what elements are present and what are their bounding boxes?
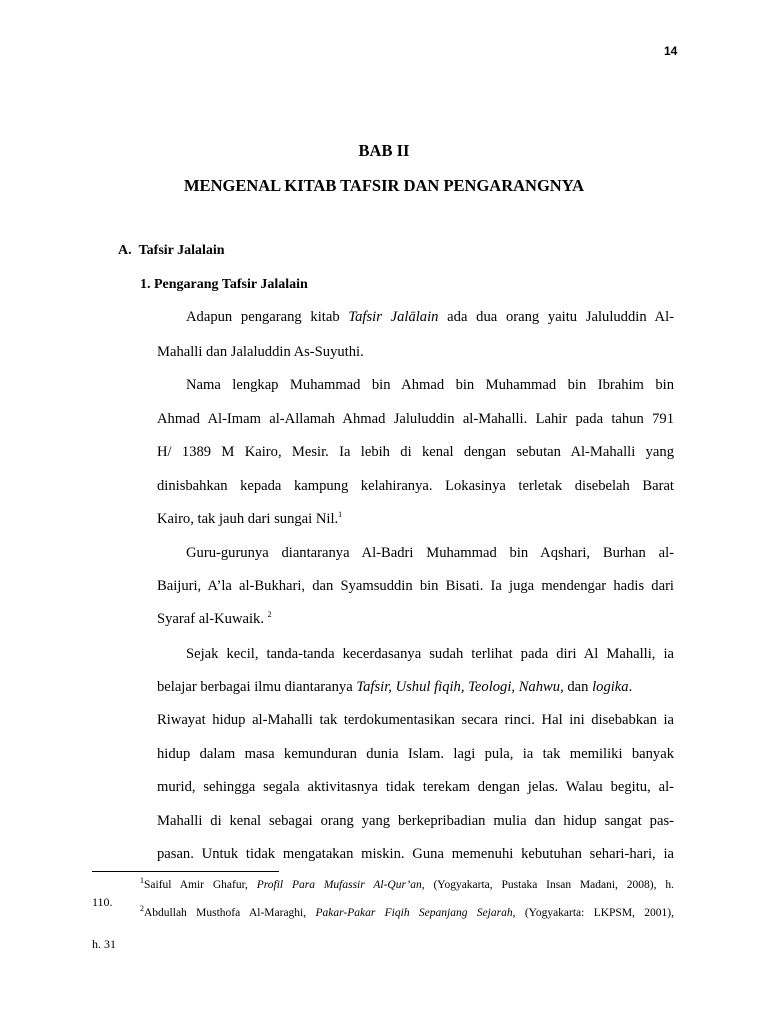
- section-heading: A. Tafsir Jalalain: [118, 243, 225, 258]
- paragraph-line: Sejak kecil, tanda-tanda kecerdasanya sudah terlihat pada diri Al Mahalli, ia: [186, 646, 674, 662]
- footnote-1: $^1$Saiful Amir Ghafur, Profil Para Mufassir Al-Qur’an, (Yogyakarta, Pustaka Insan Madani, 2008), h.: [140, 876, 674, 891]
- chapter-label: BAB II: [358, 141, 410, 160]
- paragraph-line: pasan. Untuk tidak mengatakan miskin. Guna memenuhi kebutuhan sehari-hari, ia: [157, 846, 674, 862]
- subsection-heading: 1. Pengarang Tafsir Jalalain: [140, 277, 308, 292]
- paragraph-line: Nama lengkap Muhammad bin Ahmad bin Muhammad bin Ibrahim bin: [186, 377, 674, 393]
- footnote-ref: 2: [267, 610, 272, 620]
- footnote-separator: [92, 871, 279, 872]
- paragraph-line: Mahalli di kenal sebagai orang yang berkepribadian mulia dan hidup sangat pas-: [157, 813, 674, 829]
- paragraph-line: Adapun pengarang kitab Tafsir Jalālain ada dua orang yaitu Jaluluddin Al-: [186, 309, 674, 325]
- paragraph-line: belajar berbagai ilmu diantaranya Tafsir, Ushul fiqih, Teologi, Nahwu, dan logika.: [157, 679, 633, 695]
- paragraph-line: hidup dalam masa kemunduran dunia Islam. lagi pula, ia tak memiliki banyak: [157, 746, 674, 762]
- paragraph-line: Kairo, tak jauh dari sungai Nil.$^1$: [157, 510, 343, 527]
- paragraph-line: H/ 1389 M Kairo, Mesir. Ia lebih di kenal dengan sebutan Al-Mahalli yang: [157, 444, 674, 460]
- footnote-ref: 1: [338, 510, 343, 520]
- paragraph-line: Riwayat hidup al-Mahalli tak terdokumentasikan secara rinci. Hal ini disebabkan ia: [157, 712, 674, 728]
- paragraph-line: Syaraf al-Kuwaik. $^2$: [157, 610, 272, 627]
- footnote-1-continuation: 110.: [92, 895, 113, 909]
- paragraph-line: Guru-gurunya diantaranya Al-Badri Muhammad bin Aqshari, Burhan al-: [186, 545, 674, 561]
- footnote-2: $^2$Abdullah Musthofa Al-Maraghi, Pakar-Pakar Fiqih Sepanjang Sejarah, (Yogyakarta: LKPSM, 2001),: [140, 904, 674, 919]
- paragraph-line: murid, sehingga segala aktivitasnya tidak terekam dengan jelas. Walau begitu, al-: [157, 779, 674, 795]
- paragraph-line: Mahalli dan Jalaluddin As-Suyuthi.: [157, 344, 364, 360]
- page-number: 14: [664, 44, 678, 58]
- paragraph-line: Ahmad Al-Imam al-Allamah Ahmad Jaluluddin al-Mahalli. Lahir pada tahun 791: [157, 411, 674, 427]
- paragraph-line: Baijuri, A’la al-Bukhari, dan Syamsuddin bin Bisati. Ia juga mendengar hadis dari: [157, 578, 674, 594]
- chapter-title: MENGENAL KITAB TAFSIR DAN PENGARANGNYA: [183, 176, 585, 195]
- paragraph-line: dinisbahkan kepada kampung kelahiranya. Lokasinya terletak disebelah Barat: [157, 478, 674, 494]
- footnote-2-continuation: h. 31: [92, 937, 116, 951]
